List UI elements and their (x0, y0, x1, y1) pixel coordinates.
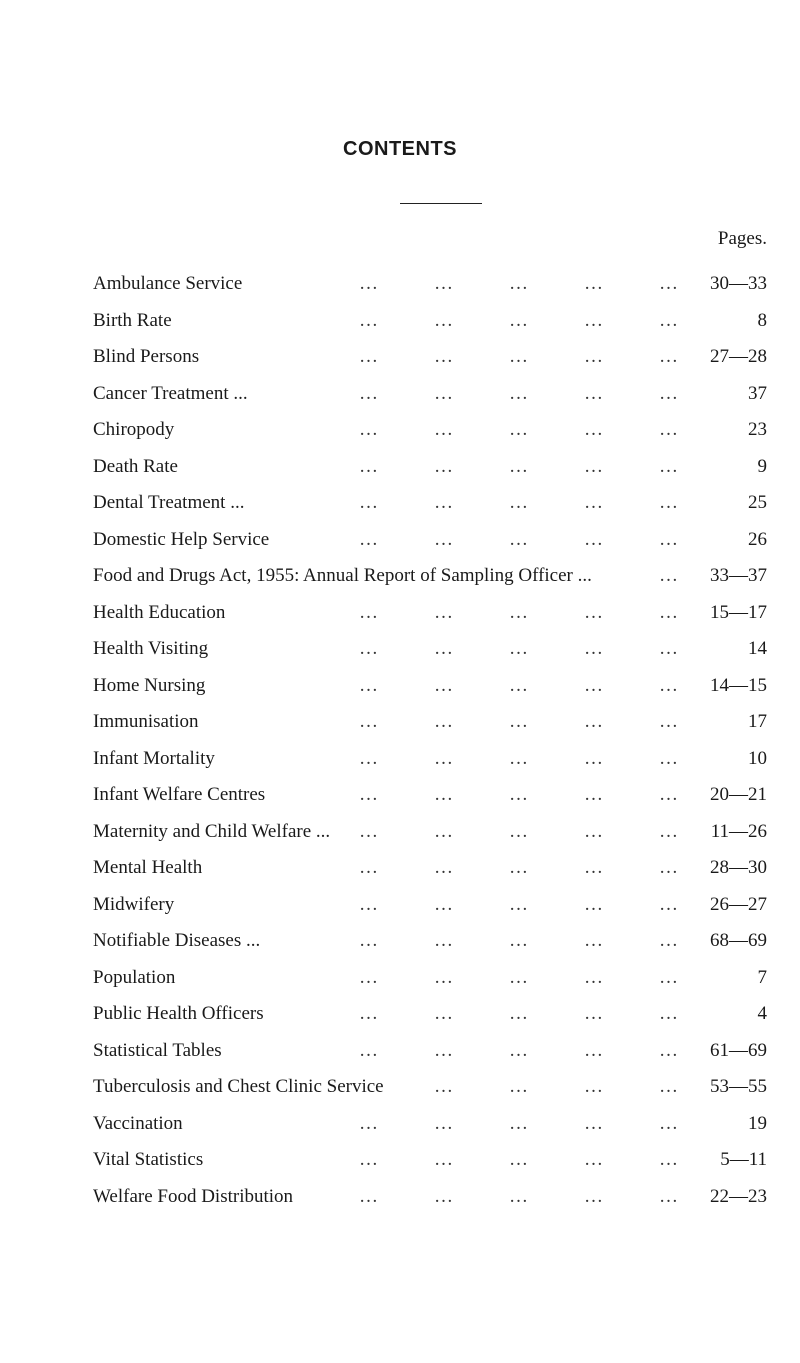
entry-pages: 37 (748, 382, 767, 404)
leader-dots: … (359, 711, 378, 732)
leader-dots: … (509, 601, 528, 623)
entry-pages: 61—69 (710, 1039, 767, 1061)
leader-dots: … (509, 1112, 528, 1134)
contents-entry (93, 1179, 767, 1216)
leader-dots: … (584, 711, 603, 732)
leader-dots: … (509, 893, 528, 915)
leader-dots: … (509, 382, 528, 404)
entry-pages: 8 (757, 309, 767, 331)
leader-dots: … (434, 674, 453, 696)
contents-entry (93, 266, 767, 303)
leader-dots: … (659, 1076, 678, 1097)
leader-dots: … (434, 1003, 453, 1024)
leader-dots: … (434, 820, 453, 842)
entry-label: Birth Rate (93, 309, 172, 331)
leader-dots: … (359, 857, 378, 878)
entry-label: Maternity and Child Welfare ... (93, 820, 331, 842)
leader-dots: … (509, 930, 528, 951)
entry-label: Immunisation (93, 711, 199, 732)
entry-pages: 20—21 (710, 784, 767, 805)
leader-dots: … (509, 857, 528, 878)
leader-dots: … (659, 820, 678, 842)
leader-dots: … (509, 492, 528, 513)
entry-pages: 19 (748, 1112, 767, 1134)
entry-label: Infant Welfare Centres (93, 784, 266, 805)
contents-entry (93, 814, 767, 851)
entry-label: Midwifery (93, 893, 175, 915)
leader-dots: … (434, 346, 453, 367)
leader-dots: … (434, 857, 453, 878)
leader-dots: … (434, 930, 453, 951)
page-title: CONTENTS (343, 138, 457, 160)
entry-pages: 25 (748, 492, 767, 513)
leader-dots: … (509, 273, 528, 294)
leader-dots: … (659, 273, 678, 294)
leader-dots: … (659, 565, 678, 586)
entry-label: Domestic Help Service (93, 528, 270, 550)
entry-label: Tuberculosis and Chest Clinic Service (93, 1076, 384, 1097)
leader-dots: … (509, 638, 528, 659)
leader-dots: … (359, 747, 378, 769)
contents-entry (93, 741, 767, 778)
contents-entry (93, 522, 767, 559)
contents-entry (93, 668, 767, 705)
entry-pages: 28—30 (710, 857, 767, 878)
leader-dots: … (584, 1039, 603, 1061)
leader-dots: … (509, 455, 528, 477)
contents-entry (93, 850, 767, 887)
contents-entry (93, 1033, 767, 1070)
entry-label: Dental Treatment ... (93, 492, 245, 513)
leader-dots: … (659, 601, 678, 623)
leader-dots: … (584, 601, 603, 623)
leader-dots: … (434, 309, 453, 331)
leader-dots: … (434, 1076, 453, 1097)
leader-dots: … (359, 382, 378, 404)
leader-dots: … (359, 893, 378, 915)
leader-dots: … (584, 382, 603, 404)
entry-label: Infant Mortality (93, 747, 215, 769)
leader-dots: … (584, 857, 603, 878)
entry-label: Population (93, 966, 176, 988)
leader-dots: … (659, 893, 678, 915)
contents-entry (93, 704, 767, 741)
leader-dots: … (359, 309, 378, 331)
entry-pages: 26 (748, 528, 767, 550)
leader-dots: … (434, 273, 453, 294)
leader-dots: … (359, 638, 378, 659)
leader-dots: … (584, 528, 603, 550)
entry-label: Ambulance Service (93, 273, 243, 294)
leader-dots: … (659, 1149, 678, 1170)
leader-dots: … (359, 1149, 378, 1170)
leader-dots: … (584, 492, 603, 513)
entry-pages: 5—11 (720, 1149, 767, 1170)
leader-dots: … (509, 1076, 528, 1097)
title-underline-rule (400, 203, 482, 204)
entry-label: Health Education (93, 601, 226, 623)
leader-dots: … (659, 309, 678, 331)
contents-entry (93, 303, 767, 340)
leader-dots: … (659, 455, 678, 477)
leader-dots: … (584, 1112, 603, 1134)
leader-dots: … (434, 893, 453, 915)
leader-dots: … (359, 601, 378, 623)
leader-dots: … (359, 1003, 378, 1024)
leader-dots: … (584, 674, 603, 696)
entry-pages: 27—28 (710, 346, 767, 367)
leader-dots: … (434, 601, 453, 623)
entry-label: Cancer Treatment ... (93, 382, 248, 404)
leader-dots: … (659, 857, 678, 878)
leader-dots: … (584, 966, 603, 988)
contents-entry (93, 887, 767, 924)
leader-dots: … (359, 784, 378, 805)
entry-pages: 53—55 (710, 1076, 767, 1097)
leader-dots: … (584, 273, 603, 294)
leader-dots: … (434, 1039, 453, 1061)
leader-dots: … (659, 382, 678, 404)
leader-dots: … (434, 1149, 453, 1170)
entry-pages: 30—33 (710, 273, 767, 294)
leader-dots: … (359, 966, 378, 988)
entry-pages: 26—27 (710, 893, 767, 915)
leader-dots: … (434, 966, 453, 988)
entry-label: Food and Drugs Act, 1955: Annual Report of Sampling Officer ... (93, 565, 592, 586)
leader-dots: … (659, 1039, 678, 1061)
leader-dots: … (584, 638, 603, 659)
entry-pages: 14 (748, 638, 767, 659)
leader-dots: … (584, 1185, 603, 1207)
leader-dots: … (359, 273, 378, 294)
contents-entry (93, 449, 767, 486)
leader-dots: … (434, 747, 453, 769)
entry-label: Chiropody (93, 419, 175, 440)
leader-dots: … (659, 747, 678, 769)
leader-dots: … (659, 492, 678, 513)
leader-dots: … (509, 309, 528, 331)
leader-dots: … (659, 784, 678, 805)
leader-dots: … (509, 674, 528, 696)
leader-dots: … (584, 747, 603, 769)
leader-dots: … (434, 1185, 453, 1207)
leader-dots: … (359, 419, 378, 440)
contents-entry (93, 412, 767, 449)
entry-pages: 17 (748, 711, 767, 732)
leader-dots: … (659, 528, 678, 550)
leader-dots: … (584, 820, 603, 842)
leader-dots: … (359, 1039, 378, 1061)
entry-label: Public Health Officers (93, 1003, 264, 1024)
leader-dots: … (434, 711, 453, 732)
leader-dots: … (509, 820, 528, 842)
contents-entry (93, 996, 767, 1033)
leader-dots: … (584, 1003, 603, 1024)
entry-pages: 14—15 (710, 674, 767, 696)
entry-pages: 11—26 (710, 820, 767, 842)
leader-dots: … (359, 492, 378, 513)
leader-dots: … (434, 1112, 453, 1134)
contents-entry (93, 1106, 767, 1143)
entry-pages: 68—69 (710, 930, 767, 951)
leader-dots: … (359, 346, 378, 367)
leader-dots: … (584, 1076, 603, 1097)
entry-pages: 9 (757, 455, 767, 477)
contents-entry (93, 485, 767, 522)
entry-label: Statistical Tables (93, 1039, 222, 1061)
leader-dots: … (434, 382, 453, 404)
leader-dots: … (359, 1185, 378, 1207)
contents-entry (93, 595, 767, 632)
entry-pages: 23 (748, 419, 767, 440)
leader-dots: … (659, 674, 678, 696)
leader-dots: … (509, 1039, 528, 1061)
entry-label: Blind Persons (93, 346, 200, 367)
leader-dots: … (359, 820, 378, 842)
contents-entry (93, 923, 767, 960)
contents-list (93, 266, 767, 1215)
entry-label: Vital Statistics (93, 1149, 204, 1170)
leader-dots: … (434, 528, 453, 550)
contents-entry (93, 1142, 767, 1179)
entry-label: Death Rate (93, 455, 178, 477)
contents-entry (93, 376, 767, 413)
leader-dots: … (584, 930, 603, 951)
leader-dots: … (584, 455, 603, 477)
leader-dots: … (659, 711, 678, 732)
leader-dots: … (359, 455, 378, 477)
leader-dots: … (584, 1149, 603, 1170)
leader-dots: … (659, 419, 678, 440)
leader-dots: … (359, 528, 378, 550)
leader-dots: … (659, 1003, 678, 1024)
entry-label: Home Nursing (93, 674, 206, 696)
leader-dots: … (434, 455, 453, 477)
entry-pages: 33—37 (710, 565, 767, 586)
leader-dots: … (434, 784, 453, 805)
leader-dots: … (509, 1003, 528, 1024)
leader-dots: … (359, 674, 378, 696)
entry-pages: 15—17 (710, 601, 767, 623)
contents-entry (93, 558, 767, 595)
contents-entry (93, 339, 767, 376)
leader-dots: … (584, 784, 603, 805)
leader-dots: … (509, 747, 528, 769)
leader-dots: … (659, 930, 678, 951)
leader-dots: … (434, 638, 453, 659)
leader-dots: … (659, 1185, 678, 1207)
leader-dots: … (509, 966, 528, 988)
pages-column-heading: Pages. (717, 228, 767, 249)
entry-label: Notifiable Diseases ... (93, 930, 261, 951)
leader-dots: … (509, 1149, 528, 1170)
entry-pages: 4 (757, 1003, 767, 1024)
entry-pages: 22—23 (710, 1185, 767, 1207)
leader-dots: … (509, 784, 528, 805)
leader-dots: … (509, 528, 528, 550)
entry-pages: 10 (748, 747, 767, 769)
leader-dots: … (509, 346, 528, 367)
leader-dots: … (509, 711, 528, 732)
entry-label: Mental Health (93, 857, 203, 878)
leader-dots: … (434, 492, 453, 513)
leader-dots: … (509, 1185, 528, 1207)
entry-label: Health Visiting (93, 638, 209, 659)
contents-entry (93, 631, 767, 668)
contents-entry (93, 1069, 767, 1106)
leader-dots: … (359, 1112, 378, 1134)
contents-entry (93, 777, 767, 814)
entry-label: Vaccination (93, 1112, 183, 1134)
leader-dots: … (359, 930, 378, 951)
leader-dots: … (659, 638, 678, 659)
contents-entry (93, 960, 767, 997)
leader-dots: … (584, 346, 603, 367)
leader-dots: … (659, 966, 678, 988)
entry-label: Welfare Food Distribution (93, 1185, 294, 1207)
leader-dots: … (509, 419, 528, 440)
leader-dots: … (584, 893, 603, 915)
entry-pages: 7 (757, 966, 767, 988)
leader-dots: … (434, 419, 453, 440)
leader-dots: … (659, 346, 678, 367)
leader-dots: … (584, 419, 603, 440)
leader-dots: … (659, 1112, 678, 1134)
leader-dots: … (584, 309, 603, 331)
